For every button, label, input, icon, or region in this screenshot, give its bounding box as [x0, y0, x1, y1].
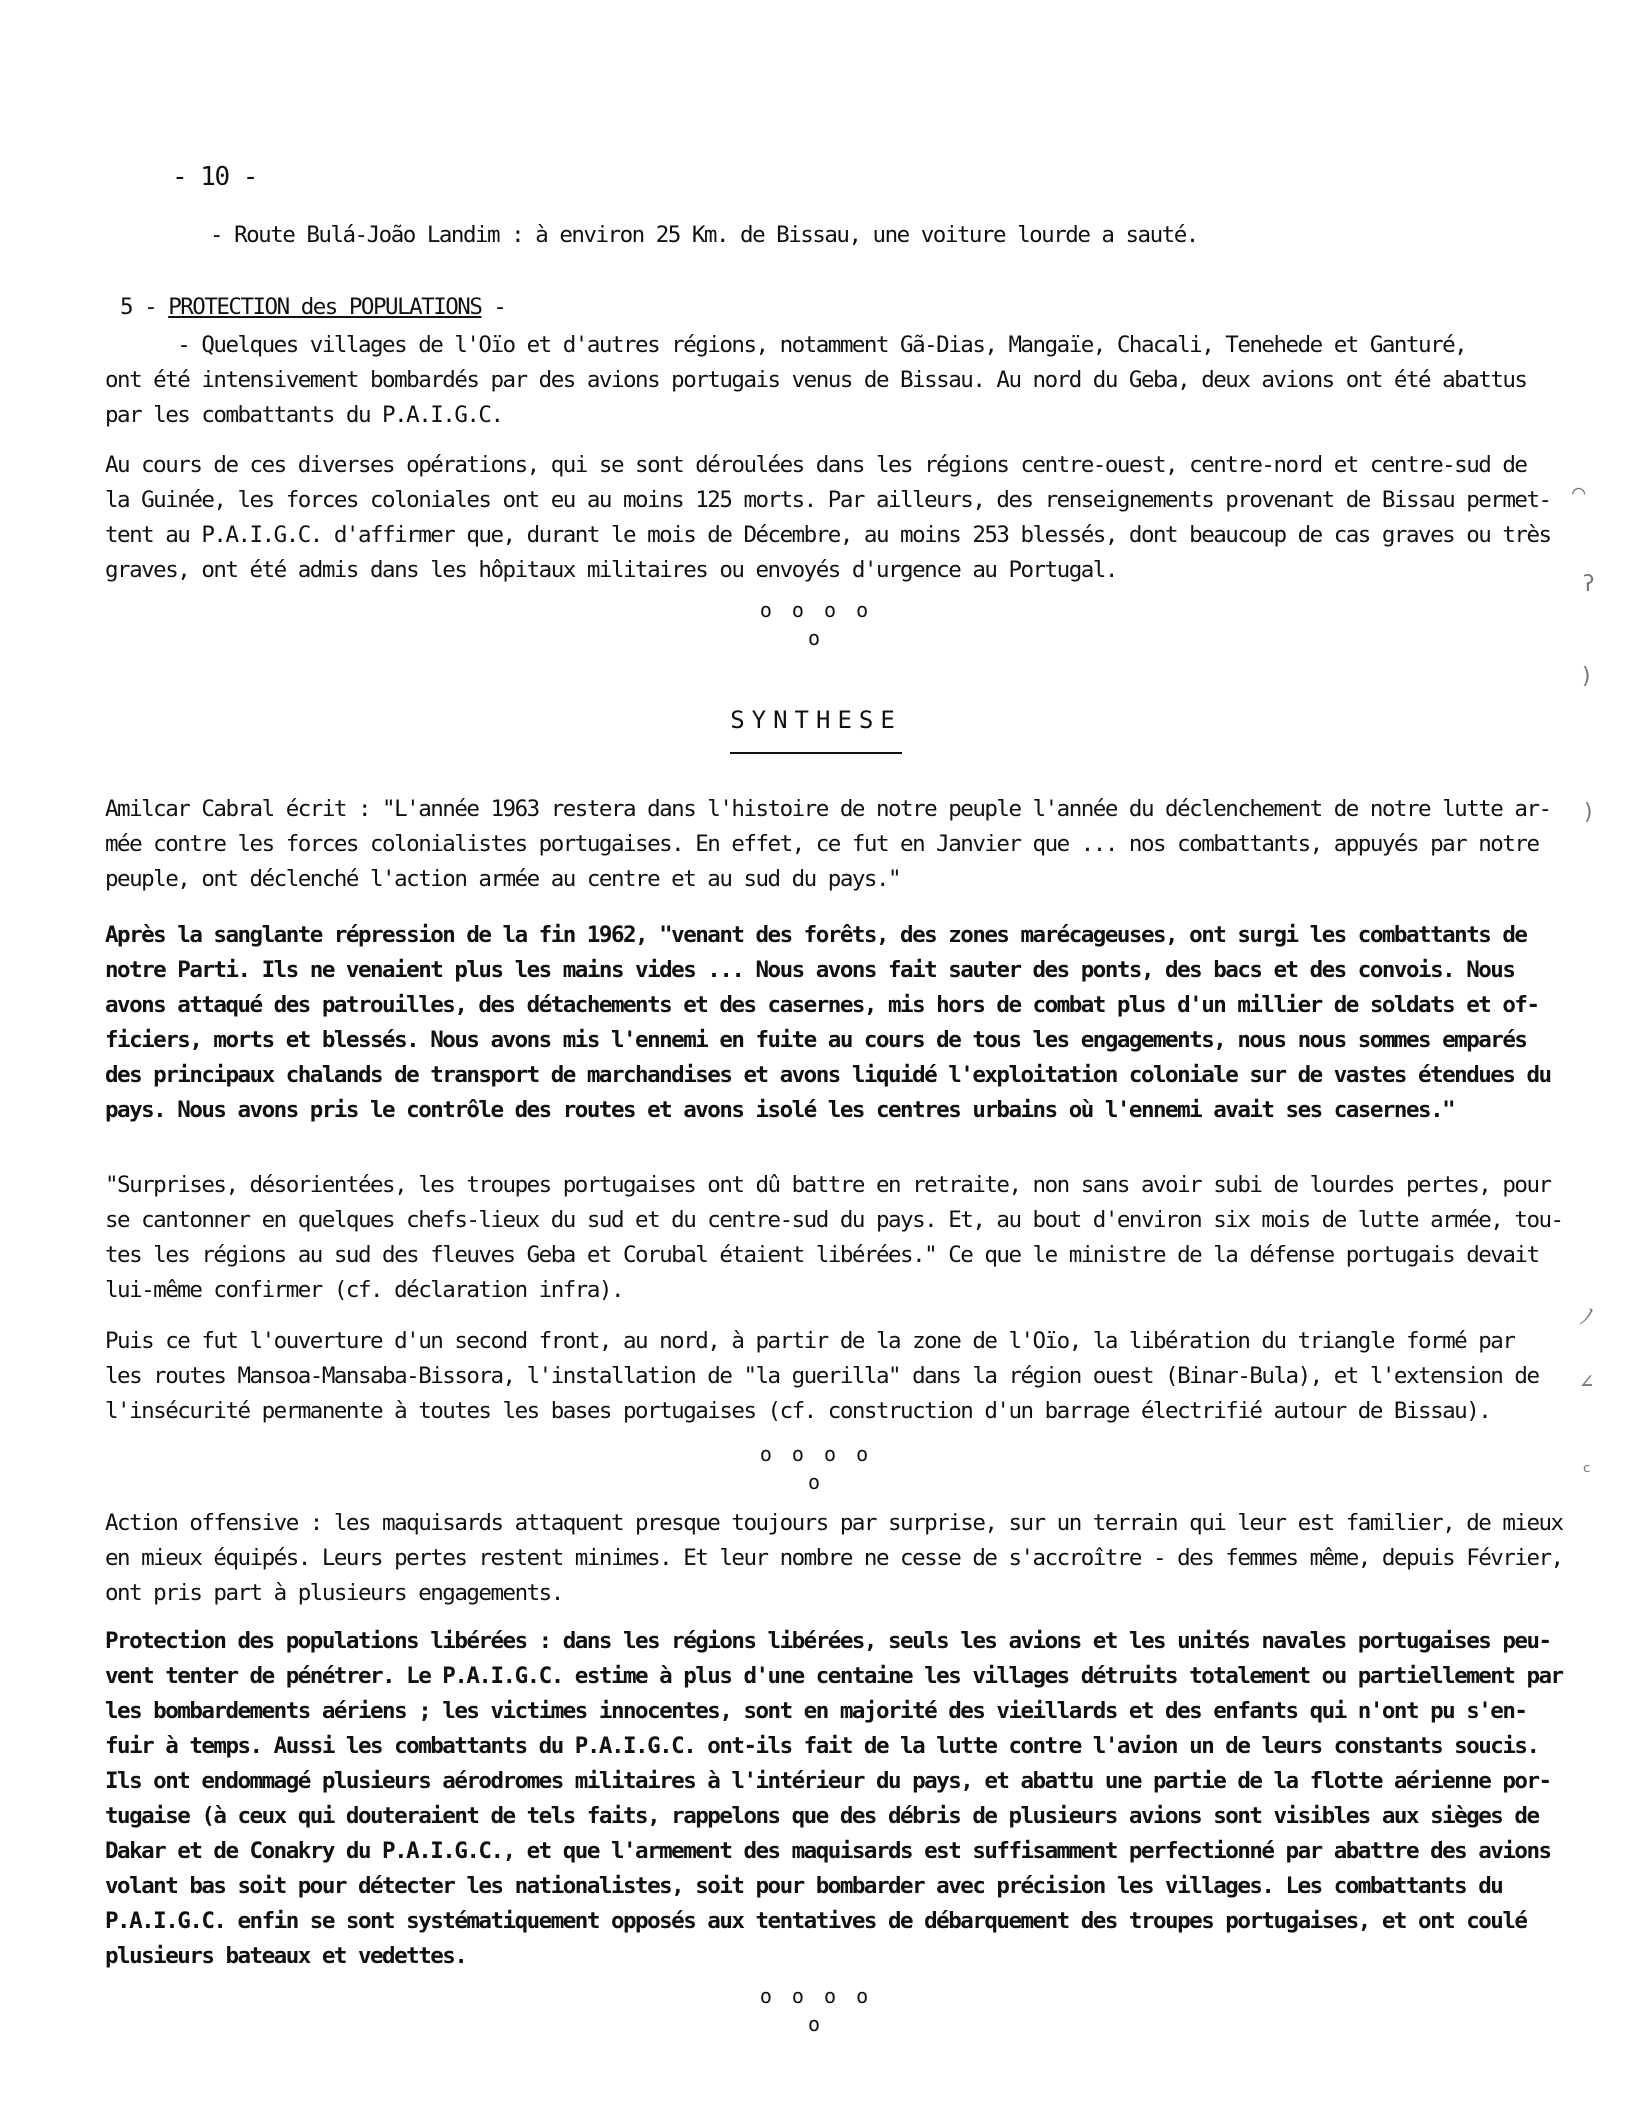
paragraph-cabral: Amilcar Cabral écrit : "L'année 1963 restera dans l'histoire de notre peuple l'année du déclenchement de notre lutte ar- mée contre les forces colonialistes portugaises. En effet, ce fut en Janvier que ... nos combattants, appuyés par notre peuple, ont déclenché l'action armée au centre et au sud du pays.": [105, 796, 1551, 892]
protection-paragraph: - Quelques villages de l'Oïo et d'autres régions, notamment Gã-Dias, Mangaïe, Chacali, Tenehede et Ganturé, ont été intensivement bombardés par des avions portugais venus de Bissau. Au nord du Geba, deux avions ont été abattus par les combattants du P.A.I.G.C.: [105, 332, 1527, 428]
separator: o o o o o: [759, 1442, 873, 1494]
paragraph-repression: Après la sanglante répression de la fin 1962, "venant des forêts, des zones marécageuses, ont surgi les combattants de notre Parti. Ils ne venaient plus les mains vides ... Nous avons fait sauter des ponts, des bacs et des convois. Nous avons attaqué des patrouilles, des détachements et des casernes, mis hors de combat plus d'un millier de soldats et of- ficiers, morts et blessés. Nous avons mis l'ennemi en fuite au cours de tous les engagements, nous nous sommes emparés des principaux chalands de transport de marchandises et avons liquidé l'exploitation coloniale sur de vastes étendues du pays. Nous avons pris le contrôle des routes et avons isolé les centres urbains où l'ennemi avait ses casernes.": [105, 922, 1551, 1123]
paragraph-second-front: Puis ce fut l'ouverture d'un second front, au nord, à partir de la zone de l'Oïo, la libération du triangle formé par les routes Mansoa-Mansaba-Bissora, l'installation de "la guerilla" dans la région ouest (Binar-Bula), et l'extension de l'insécurité permanente à toutes les bases portugaises (cf. construction d'un barrage électrifié autour de Bissau).: [105, 1328, 1539, 1424]
separator: o o o o o: [759, 1984, 873, 2036]
section-suffix: -: [481, 294, 506, 320]
paragraph-protection-liberees: Protection des populations libérées : dans les régions libérées, seuls les avions et les unités navales portugaises peu- vent tenter de pénétrer. Le P.A.I.G.C. estime à plus d'une centaine les villages détruits totalement ou partiellement par les bombardements aériens ; les victimes innocentes, sont en majorité des vieillards et des enfants qui n'ont pu s'en- fuir à temps. Aussi les combattants du P.A.I.G.C. ont-ils fait de la lutte contre l'avion un de leurs constants soucis. Ils ont endommagé plusieurs aérodromes militaires à l'intérieur du pays, et abattu une partie de la flotte aérienne por- tugaise (à ceux qui douteraient de tels faits, rappelons que des débris de plusieurs avions sont visibles aux sièges de Dakar et de Conakry du P.A.I.G.C., et que l'armement des maquisards est suffisamment perfectionné par abattre des avions volant bas soit pour détecter les nationalistes, soit pour bombarder avec précision les villages. Les combattants du P.A.I.G.C. enfin se sont systématiquement opposés aux tentatives de débarquement des troupes portugaises, et ont coulé plusieurs bateaux et vedettes.: [105, 1628, 1563, 1969]
operations-paragraph: Au cours de ces diverses opérations, qui se sont déroulées dans les régions centre-ouest, centre-nord et centre-sud de la Guinée, les forces coloniales ont eu au moins 125 morts. Par ailleurs, des renseignements provenant de Bissau permet- tent au P.A.I.G.C. d'affirmer que, durant le mois de Décembre, au moins 253 blessés, dont beaucoup de cas graves ou très graves, ont été admis dans les hôpitaux militaires ou envoyés d'urgence au Portugal.: [105, 452, 1551, 583]
route-line: - Route Bulá-João Landim : à environ 25 Km. de Bissau, une voiture lourde a sauté.: [210, 222, 1198, 248]
margin-mark: ∠: [1580, 1370, 1594, 1395]
margin-mark: ⌒: [1572, 480, 1586, 505]
synthese-heading: SYNTHESE: [730, 706, 902, 754]
paragraph-surprises: "Surprises, désorientées, les troupes portugaises ont dû battre en retraite, non sans avoir subi de lourdes pertes, pour se cantonner en quelques chefs-lieux du sud et du centre-sud du pays. Et, au bout d'environ six mois de lutte armée, tou- tes les régions au sud des fleuves Geba et Corubal étaient libérées." Ce que le ministre de la défense portugais devait lui-même confirmer (cf. déclaration infra).: [105, 1172, 1563, 1303]
separator: o o o o o: [759, 598, 873, 650]
margin-mark: ノ: [1576, 1305, 1599, 1330]
synthese-heading-wrap: [0, 706, 1632, 754]
margin-mark: ): [1580, 664, 1594, 689]
paragraph-action-offensive: Action offensive : les maquisards attaquent presque toujours par surprise, sur un terrain qui leur est familier, de mieux en mieux équipés. Leurs pertes restent minimes. Et leur nombre ne cesse de s'accroître - des femmes même, depuis Février, ont pris part à plusieurs engagements.: [105, 1510, 1563, 1606]
margin-mark: ᶜ: [1580, 1460, 1594, 1485]
section-heading: [120, 290, 505, 325]
margin-mark: ʔ: [1582, 572, 1596, 597]
page-number: - 10 -: [172, 162, 257, 192]
margin-mark: ): [1582, 800, 1596, 825]
section-title: PROTECTION des POPULATIONS: [168, 294, 482, 320]
section-prefix: 5 -: [120, 294, 169, 320]
